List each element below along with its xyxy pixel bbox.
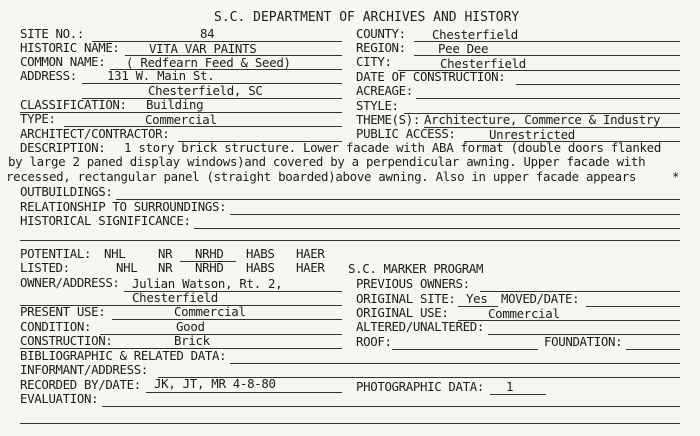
themes-label: THEME(S): [356,112,420,127]
recorded-label: RECORDED BY/DATE: [20,377,141,392]
significance-line [194,228,680,229]
acreage-label: ACREAGE: [356,83,413,98]
owner-label: OWNER/ADDRESS: [20,275,120,290]
owner-line2: Chesterfield [132,290,218,305]
marker-program: S.C. MARKER PROGRAM [348,261,484,276]
description-line2: by large 2 paned display windows)and covered by a perpendicular awning. Upper facade with [8,154,646,169]
county-value: Chesterfield [432,27,518,42]
owner-line1: Julian Watson, Rt. 2, [132,276,283,291]
common-name-label: COMMON NAME: [20,54,106,69]
public-access-value: Unrestricted [489,127,575,142]
potential-nhl: NHL [104,246,126,261]
original-site-label: ORIGINAL SITE: [356,291,456,306]
potential-label: POTENTIAL: [20,246,92,261]
listed-habs: HABS [246,260,275,275]
evaluation-label: EVALUATION: [20,391,99,406]
date-construction-label: DATE OF CONSTRUCTION: [356,69,506,84]
photo-label: PHOTOGRAPHIC DATA: [356,379,484,394]
condition-line [100,334,342,335]
informant-label: INFORMANT/ADDRESS: [20,362,148,377]
type-label: TYPE: [20,111,56,126]
historic-name-label: HISTORIC NAME: [20,40,120,55]
present-use-label: PRESENT USE: [20,304,106,319]
roof-line [392,349,538,350]
bibliographic-label: BIBLIOGRAPHIC & RELATED DATA: [20,348,227,363]
description-continued-mark: * [672,169,680,184]
relationship-line [230,214,680,215]
outbuildings-label: OUTBUILDINGS: [20,184,113,199]
condition-value: Good [176,319,205,334]
original-site-value: Yes [466,291,488,306]
listed-nhl: NHL [116,260,138,275]
significance-label: HISTORICAL SIGNIFICANCE: [20,213,191,228]
altered-label: ALTERED/UNALTERED: [356,319,484,334]
listed-label: LISTED: [20,260,70,275]
foundation-label: FOUNDATION: [544,334,623,349]
address-label: ADDRESS: [20,68,77,83]
photo-value: 1 [506,379,514,394]
common-name-value: ( Redfearn Feed & Seed) [126,55,291,70]
potential-nr: NR [158,246,173,261]
relationship-label: RELATIONSHIP TO SURROUNDINGS: [20,199,227,214]
form-title: S.C. DEPARTMENT OF ARCHIVES AND HISTORY [214,10,520,25]
moved-line [586,306,680,307]
style-label: STYLE: [356,98,399,113]
region-value: Pee Dee [438,41,489,56]
site-no-label: SITE NO.: [20,26,84,41]
address-line2: Chesterfield, SC [148,83,263,98]
construction-value: Brick [174,333,210,348]
present-use-line [112,319,342,320]
roof-label: ROOF: [356,334,392,349]
condition-label: CONDITION: [20,319,92,334]
date-construction-line [516,84,680,85]
original-use-label: ORIGINAL USE: [356,305,449,320]
city-value: Chesterfield [440,56,526,71]
type-value: Commercial [145,112,217,127]
description-label: DESCRIPTION: [20,140,106,155]
architect-label: ARCHITECT/CONTRACTOR: [20,126,170,141]
recorded-line [146,392,342,393]
address-line1: 131 W. Main St. [107,68,215,83]
acreage-line [416,98,680,99]
evaluation-line [102,406,680,407]
original-use-value: Commercial [488,306,560,321]
listed-nrhd: NRHD [195,260,224,275]
site-no-value: 84 [200,26,215,41]
city-label: CITY: [356,54,392,69]
potential-habs: HABS [246,246,275,261]
region-label: REGION: [356,40,406,55]
bibliographic-line [230,363,680,364]
recorded-value: JK, JT, MR 4-8-80 [154,376,276,391]
construction-label: CONSTRUCTION: [20,333,113,348]
historic-name-value: VITA VAR PAINTS [149,41,257,56]
themes-value: Architecture, Commerce & Industry [424,112,661,127]
photo-line [490,394,546,395]
previous-owners-label: PREVIOUS OWNERS: [356,276,470,291]
listed-haer: HAER [296,260,325,275]
county-label: COUNTY: [356,26,406,41]
classification-value: Building [146,97,204,112]
description-line1: 1 story brick structure. Lower facade with ABA format (double doors flanked [124,140,661,155]
moved-label: MOVED/DATE: [501,291,580,306]
present-use-value: Commercial [174,304,246,319]
public-access-label: PUBLIC ACCESS: [356,126,456,141]
potential-nrhd: NRHD [195,246,224,261]
classification-label: CLASSIFICATION: [20,97,127,112]
description-line3: recessed, rectangular panel (straight boarded)above awning. Also in upper facade appears [6,169,637,184]
significance-extra-line [20,240,680,241]
listed-nr: NR [158,260,173,275]
foundation-line [626,349,680,350]
original-use-line [458,320,680,321]
potential-haer: HAER [296,246,325,261]
evaluation-extra-line [20,423,680,424]
